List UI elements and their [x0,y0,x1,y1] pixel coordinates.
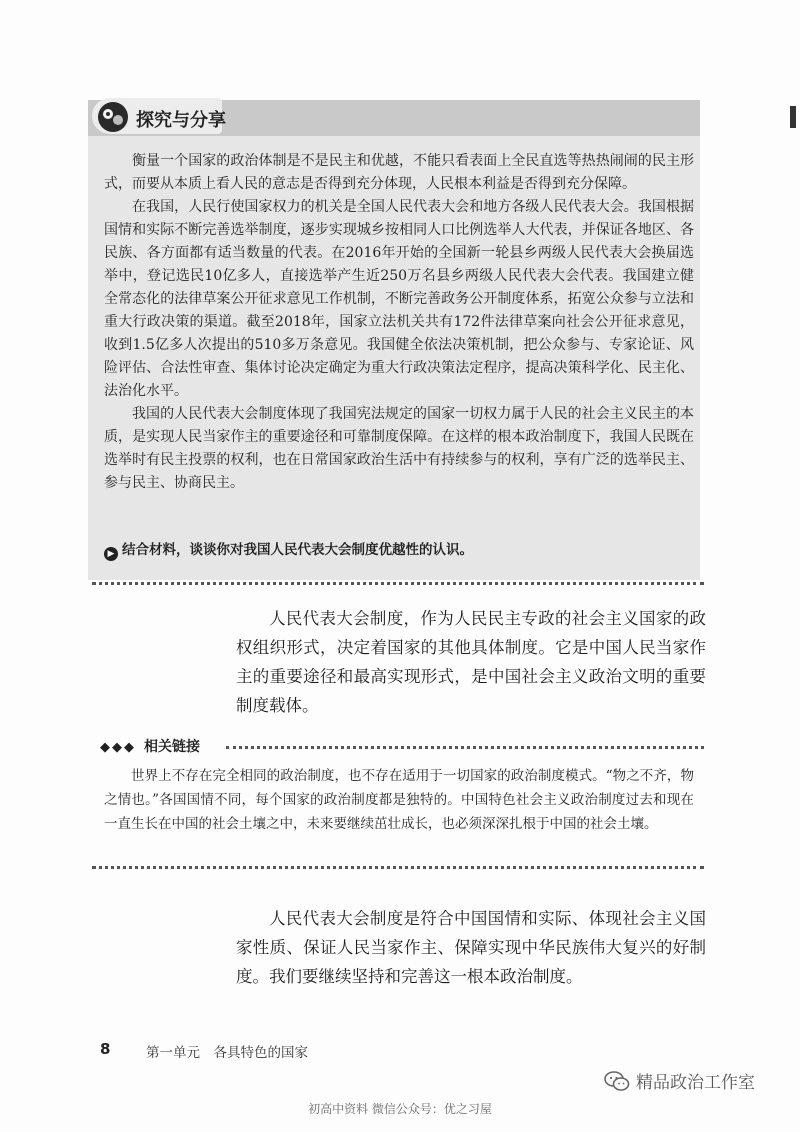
page-edge-mark [790,106,796,128]
discussion-prompt [104,538,694,561]
related-link-text: 世界上不存在完全相同的政治制度，也不存在适用于一切国家的政治制度模式。“物之不齐，物之情也。”各国国情不同，每个国家的政治制度都是独特的。中国特色社会主义政治制度过去和现在一直生长在中国的社会土壤之中，未来要继续茁壮成长，也必须深深扎根于中国的社会土壤。 [104,768,694,832]
wechat-icon [604,1070,630,1092]
page-number: 8 [100,1040,111,1058]
related-link-title: 相关链接 [144,739,200,755]
related-link-divider [92,866,704,869]
watermark-text: 精品政治工作室 [636,1073,755,1093]
main-paragraph-1-block [236,604,706,720]
main-paragraph-2-block [236,904,706,991]
main-paragraph-1: 人民代表大会制度，作为人民民主专政的社会主义国家的政权组织形式，决定着国家的其他具体制度。它是中国人民当家作主的重要途径和最高实现形式，是中国社会主义政治文明的重要制度载体。 [236,609,706,715]
explore-paragraph-3: 我国的人民代表大会制度体现了我国宪法规定的国家一切权力属于人民的社会主义民主的本质，是实现人民当家作主的重要途径和可靠制度保障。在这样的根本政治制度下，我国人民既在选举时有民主投票的权利，也在日常国家政治生活中有持续参与的权利，享有广泛的选举民主、参与民主、协商民主。 [104,406,694,491]
related-link-heading-rule [226,746,704,749]
explore-paragraph-2: 在我国，人民行使国家权力的机关是全国人民代表大会和地方各级人民代表大会。我国根据国情和实际不断完善选举制度，逐步实现城乡按相同人口比例选举人大代表，并保证各地区、各民族、各方面都有适当数量的代表。在2016年开始的全国新一轮县乡两级人民代表大会换届选举中，登记选民10亿多人，直接选举产生近250万名县乡两级人民代表大会代表。我国建立健全常态化的法律草案公开征求意见工作机制，不断完善政务公开制度体系，拓宽公众参与立法和重大行政决策的渠道。截至2018年，国家立法机关共有172件法律草案向社会公开征求意见，收到1.5亿多人次提出的510多万条意见。我国健全依法决策机制，把公众参与、专家论证、风险评估、合法性审查、集体讨论决定确定为重大行政决策法定程序，提高决策科学化、民主化、法治化水平。 [104,199,694,399]
main-paragraph-2: 人民代表大会制度是符合中国国情和实际、体现社会主义国家性质、保证人民当家作主、保障实现中华民族伟大复兴的好制度。我们要继续坚持和完善这一根本政治制度。 [236,909,706,986]
explore-share-text [104,150,694,495]
watermark [604,1068,755,1093]
discussion-icon [96,100,130,134]
prompt-text: 结合材料，谈谈你对我国人民代表大会制度优越性的认识。 [122,542,473,558]
section-divider [92,582,704,585]
section-title: 探究与分享 [136,110,226,131]
related-link-body [104,764,694,836]
diamond-bullets-icon: ◆◆◆ [100,740,136,755]
arrow-bullet-icon: ▶ [104,547,118,561]
related-link-heading [100,736,200,756]
footer-note: 初高中资料 微信公众号：优之习屋 [308,1102,492,1116]
unit-title: 第一单元 各具特色的国家 [146,1045,308,1061]
explore-paragraph-1: 衡量一个国家的政治体制是不是民主和优越，不能只看表面上全民直选等热热闹闹的民主形式，而要从本质上看人民的意志是否得到充分体现，人民根本利益是否得到充分保障。 [104,153,694,192]
